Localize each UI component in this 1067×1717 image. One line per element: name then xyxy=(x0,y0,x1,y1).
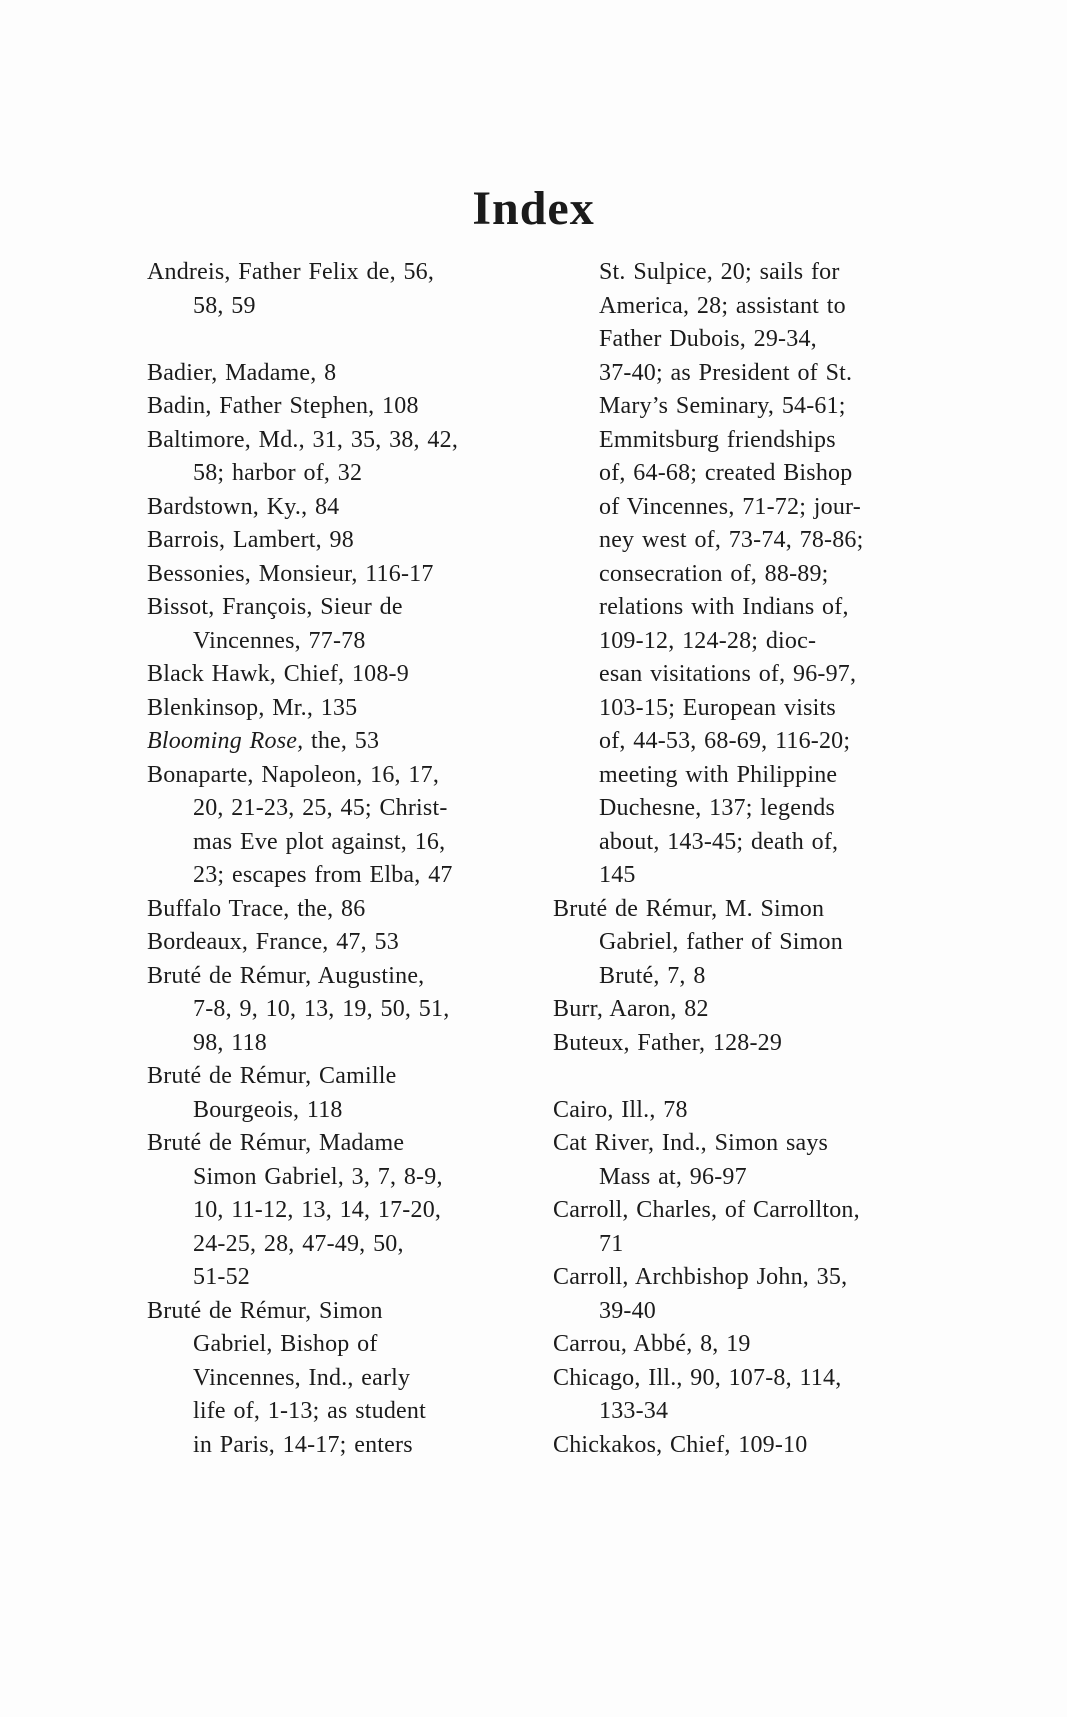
index-line: 133-34 xyxy=(599,1398,669,1424)
index-line: in Paris, 14-17; enters xyxy=(193,1431,413,1458)
index-line: 51-52 xyxy=(193,1264,250,1290)
index-line: Bruté de Rémur, Simon xyxy=(147,1297,383,1324)
index-line: America, 28; assistant to xyxy=(599,292,846,319)
index-line: of Vincennes, 71-72; jour- xyxy=(599,493,861,520)
index-line: Carrou, Abbé, 8, 19 xyxy=(553,1331,751,1357)
index-line: Blenkinsop, Mr., 135 xyxy=(147,694,358,721)
index-line: Emmitsburg friendships xyxy=(599,426,836,453)
index-line: Bruté de Rémur, Augustine, xyxy=(147,962,425,989)
index-line: of, 64-68; created Bishop xyxy=(599,460,853,486)
index-line: esan visitations of, 96-97, xyxy=(599,661,857,687)
index-line: meeting with Philippine xyxy=(599,761,838,788)
index-line-text: the, 53 xyxy=(303,728,380,754)
index-line: life of, 1-13; as student xyxy=(193,1398,426,1424)
index-line: 71 xyxy=(599,1230,624,1257)
index-line: 7-8, 9, 10, 13, 19, 50, 51, xyxy=(193,996,450,1022)
index-line: 24-25, 28, 47-49, 50, xyxy=(193,1230,404,1257)
index-line: Father Dubois, 29-34, xyxy=(599,326,817,352)
index-line: Chicago, Ill., 90, 107-8, 114, xyxy=(553,1364,842,1391)
index-line: Mary’s Seminary, 54-61; xyxy=(599,393,846,419)
index-line: mas Eve plot against, 16, xyxy=(193,828,446,855)
index-line: 98, 118 xyxy=(193,1029,268,1056)
index-line: Black Hawk, Chief, 108-9 xyxy=(147,661,409,687)
index-line xyxy=(147,725,511,759)
index-line: ney west of, 73-74, 78-86; xyxy=(599,527,864,553)
index-line: Cairo, Ill., 78 xyxy=(553,1096,688,1123)
index-line: Gabriel, father of Simon xyxy=(599,929,843,955)
index-line: Duchesne, 137; legends xyxy=(599,795,836,821)
index-line: Simon Gabriel, 3, 7, 8-9, xyxy=(193,1163,443,1190)
index-line: Badin, Father Stephen, 108 xyxy=(147,393,419,419)
index-line: Bourgeois, 118 xyxy=(193,1096,343,1123)
index-line: 145 xyxy=(599,862,636,888)
index-line: Buffalo Trace, the, 86 xyxy=(147,895,366,922)
index-line: Mass at, 96-97 xyxy=(599,1163,747,1190)
index-line: 58; harbor of, 32 xyxy=(193,460,363,486)
page-title: Index xyxy=(472,182,595,235)
index-line: Burr, Aaron, 82 xyxy=(553,996,709,1022)
index-columns xyxy=(147,256,999,1462)
index-line: consecration of, 88-89; xyxy=(599,560,829,587)
index-line: Badier, Madame, 8 xyxy=(147,359,337,386)
index-line: 103-15; European visits xyxy=(599,694,836,721)
index-line: Baltimore, Md., 31, 35, 38, 42, xyxy=(147,426,459,453)
index-line: Chickakos, Chief, 109-10 xyxy=(553,1431,808,1458)
index-blank-line xyxy=(553,1060,999,1094)
index-line: Bruté de Rémur, M. Simon xyxy=(553,895,825,922)
index-line: Carroll, Archbishop John, 35, xyxy=(553,1264,848,1290)
index-line: 23; escapes from Elba, 47 xyxy=(193,862,453,888)
index-line: Bardstown, Ky., 84 xyxy=(147,493,340,520)
index-line: Bonaparte, Napoleon, 16, 17, xyxy=(147,761,440,788)
index-line: about, 143-45; death of, xyxy=(599,828,839,855)
index-line: 39-40 xyxy=(599,1297,656,1324)
index-blank-line xyxy=(147,323,511,357)
index-line: Bessonies, Monsieur, 116-17 xyxy=(147,560,434,587)
index-line: relations with Indians of, xyxy=(599,594,849,620)
index-line: Bruté de Rémur, Camille xyxy=(147,1063,397,1089)
index-line: Carroll, Charles, of Carrollton, xyxy=(553,1197,860,1223)
index-line: Vincennes, Ind., early xyxy=(193,1364,411,1391)
index-line: Bruté de Rémur, Madame xyxy=(147,1130,405,1156)
index-column-left xyxy=(147,256,511,1462)
index-line: Andreis, Father Felix de, 56, xyxy=(147,259,435,285)
index-line: 109-12, 124-28; dioc- xyxy=(599,627,817,654)
index-line: Buteux, Father, 128-29 xyxy=(553,1029,783,1056)
index-column-right xyxy=(553,256,999,1462)
index-line: Bissot, François, Sieur de xyxy=(147,594,403,620)
index-line: Bordeaux, France, 47, 53 xyxy=(147,929,399,955)
index-line: Vincennes, 77-78 xyxy=(193,627,366,654)
index-line: of, 44-53, 68-69, 116-20; xyxy=(599,728,851,754)
index-line: Cat River, Ind., Simon says xyxy=(553,1130,829,1156)
index-line: 20, 21-23, 25, 45; Christ- xyxy=(193,795,448,821)
index-line: St. Sulpice, 20; sails for xyxy=(599,259,840,285)
index-line: Bruté, 7, 8 xyxy=(599,962,706,989)
index-line: Barrois, Lambert, 98 xyxy=(147,527,354,553)
index-line: 58, 59 xyxy=(193,292,256,319)
index-line: 10, 11-12, 13, 14, 17-20, xyxy=(193,1197,442,1223)
index-line: 37-40; as President of St. xyxy=(599,359,853,386)
index-line: Gabriel, Bishop of xyxy=(193,1331,378,1357)
index-term-italic: Blooming Rose, xyxy=(147,728,304,754)
